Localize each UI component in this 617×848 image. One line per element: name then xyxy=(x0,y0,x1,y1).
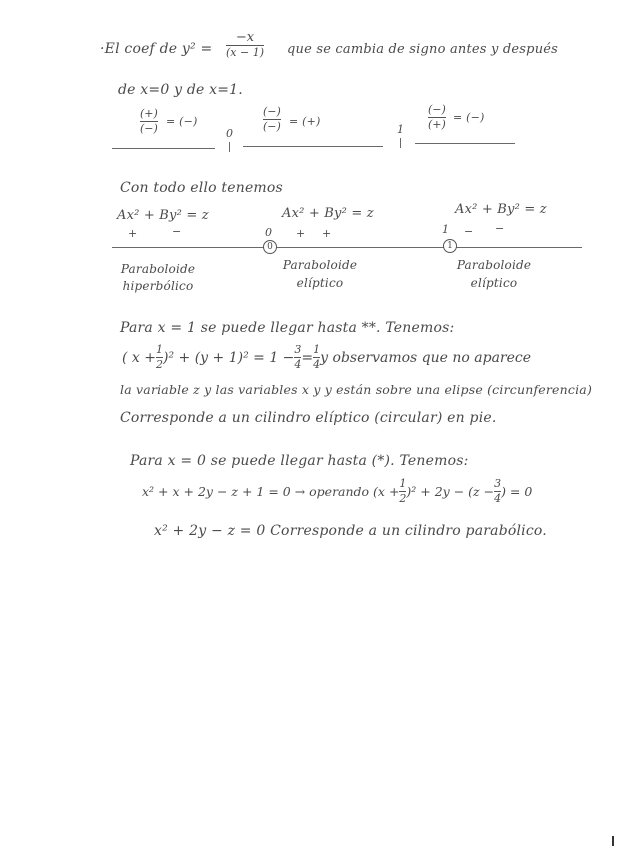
conclusion-heading: Con todo ello tenemos xyxy=(120,180,283,196)
region-2-label-line-1: Paraboloide xyxy=(282,258,358,272)
fraction-numerator: (−) xyxy=(263,105,281,118)
fraction-denominator: (−) xyxy=(263,120,281,133)
fraction-numerator: 3 xyxy=(294,343,302,356)
case-x1-line-1: Para x = 1 se puede llegar hasta **. Tenemos: xyxy=(120,320,455,336)
sign-segment-2-fraction xyxy=(263,106,281,133)
fraction-denominator: 4 xyxy=(313,358,321,371)
fraction-denominator: (x − 1) xyxy=(226,46,264,59)
sign-axis-1-tick-0 xyxy=(229,142,230,152)
region-3-label-line-1: Paraboloide xyxy=(456,258,532,272)
case-x1-equation xyxy=(122,344,531,371)
intro-text-a: ·El coef de y² = xyxy=(100,41,213,57)
axis-2-marker-1: 1 xyxy=(443,239,457,253)
axis-2-marker-0: 0 xyxy=(263,240,277,254)
sign-axis-1-segment-b xyxy=(243,146,383,147)
axis-2-point-label-1: 1 xyxy=(442,223,450,236)
equation-fraction xyxy=(313,344,320,371)
equation-part: x² + x + 2y − z + 1 = 0 → operando (x + xyxy=(142,484,400,499)
sign-segment-3-fraction xyxy=(428,104,446,131)
page-edge-mark xyxy=(612,836,614,846)
equation-part: = xyxy=(301,349,314,366)
region-1-label-line-1: Paraboloide xyxy=(120,262,196,276)
fraction-numerator: (+) xyxy=(140,107,158,120)
region-3-sign-b: − xyxy=(495,222,505,235)
fraction-denominator: (−) xyxy=(140,122,158,135)
point-label-1: 1 xyxy=(397,123,405,136)
region-2-label-line-2: elíptico xyxy=(296,276,344,290)
region-1-sign-a: + xyxy=(128,227,138,240)
axis-2-point-label-0: 0 xyxy=(265,226,273,239)
case-x0-equation-2: x² + 2y − z = 0 Corresponde a un cilindro parabólico. xyxy=(154,523,547,539)
fraction-numerator: (−) xyxy=(428,103,446,116)
sign-segment-2-result: = (+) xyxy=(289,115,321,128)
region-1-label-line-2: hiperbólico xyxy=(122,279,194,293)
region-2-sign-a: + xyxy=(296,227,306,240)
sign-axis-1-segment-a xyxy=(112,148,215,149)
point-label-0: 0 xyxy=(226,127,234,140)
fraction-denominator: 4 xyxy=(494,492,502,505)
fraction-denominator: 2 xyxy=(156,358,163,371)
coef-fraction xyxy=(226,32,264,59)
sign-axis-1-segment-c xyxy=(415,143,515,144)
equation-part: ( x + xyxy=(122,349,156,366)
equation-part: )² + (y + 1)² = 1 − xyxy=(163,349,295,366)
equation-fraction xyxy=(494,478,501,505)
region-3-sign-a: − xyxy=(464,225,474,238)
fraction-denominator: 2 xyxy=(399,492,407,505)
region-3-label-line-2: elíptico xyxy=(470,276,518,290)
sign-segment-1-result: = (−) xyxy=(166,115,198,128)
region-1-equation: Ax² + By² = z xyxy=(117,208,209,223)
case-x1-line-4: Corresponde a un cilindro elíptico (circular) en pie. xyxy=(120,410,497,426)
region-2-sign-b: + xyxy=(322,227,332,240)
equation-fraction xyxy=(294,344,301,371)
equation-part: )² + 2y − (z − xyxy=(406,484,495,499)
equation-part: ) = 0 xyxy=(501,484,533,499)
sign-axis-2 xyxy=(112,247,582,248)
sign-segment-1-fraction xyxy=(140,108,158,135)
fraction-denominator: (+) xyxy=(428,118,446,131)
case-x1-line-3: la variable z y las variables x y y están sobre una elipse (circunferencia) xyxy=(120,382,593,397)
case-x0-equation-1 xyxy=(142,478,532,505)
fraction-numerator: 3 xyxy=(494,477,502,490)
intro-text-b: que se cambia de signo antes y después xyxy=(287,42,559,57)
equation-fraction xyxy=(399,478,406,505)
region-3-equation: Ax² + By² = z xyxy=(455,202,547,217)
fraction-numerator: 1 xyxy=(399,477,407,490)
fraction-denominator: 4 xyxy=(294,358,302,371)
sign-segment-3-result: = (−) xyxy=(453,111,485,124)
fraction-numerator: 1 xyxy=(156,343,163,356)
fraction-numerator: 1 xyxy=(313,343,321,356)
region-1-sign-b: − xyxy=(172,225,182,238)
region-2-equation: Ax² + By² = z xyxy=(282,206,374,221)
intro-line-2: de x=0 y de x=1. xyxy=(118,82,243,98)
sign-axis-1-tick-1 xyxy=(400,138,401,148)
equation-fraction xyxy=(156,344,163,371)
fraction-numerator: −x xyxy=(235,30,255,45)
equation-part: y observamos que no aparece xyxy=(320,349,532,366)
case-x0-line-1: Para x = 0 se puede llegar hasta (*). Tenemos: xyxy=(130,453,469,469)
